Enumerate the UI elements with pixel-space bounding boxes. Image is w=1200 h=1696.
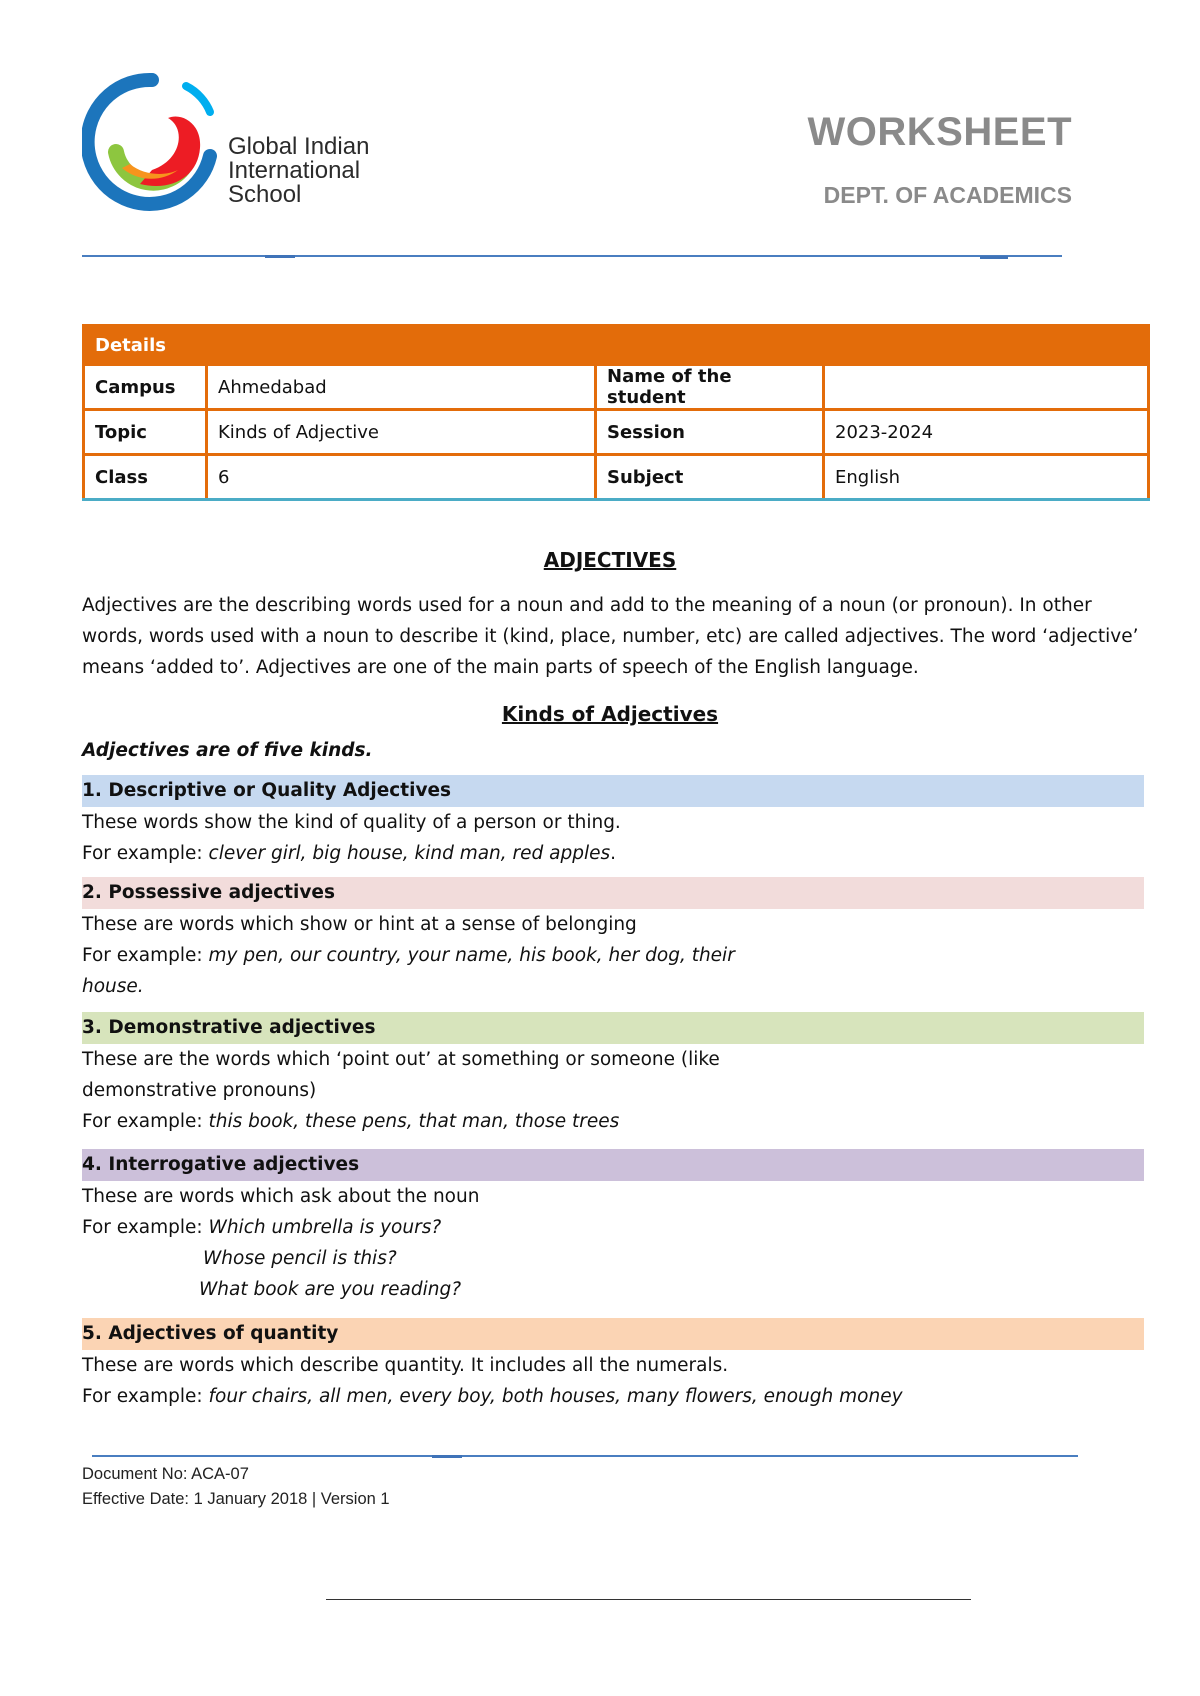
session-value: 2023-2024 [824,410,1149,455]
example-label: For example: [82,1386,209,1407]
section-2-desc: These are words which show or hint at a sense of belonging [82,914,637,935]
school-logo-icon [82,72,222,212]
adjectives-heading: ADJECTIVES [543,548,677,572]
table-row [84,455,1149,500]
section-4-example [82,1212,441,1243]
document-number: Document No: ACA-07 [82,1465,249,1483]
section-4-example-3: What book are you reading? [199,1279,462,1300]
example-text: my pen, our country, your name, his book, her dog, their [208,945,735,966]
student-name-label: Name of the student [596,365,824,410]
table-row [84,410,1149,455]
example-label: For example: [82,1217,209,1238]
session-label: Session [596,410,824,455]
section-4-example-2: Whose pencil is this? [203,1248,397,1269]
example-tail: . [610,843,617,864]
section-2-example-cont: house. [82,976,144,997]
section-3-desc: These are the words which ‘point out’ at something or someone (like [82,1049,720,1070]
section-1-desc: These words show the kind of quality of a person or thing. [82,812,621,833]
section-5-example [82,1381,903,1412]
intro-paragraph [82,590,1138,683]
school-name-line-1: Global Indian [228,133,370,160]
section-4-title: 4. Interrogative adjectives [82,1149,1144,1181]
section-5-title: 5. Adjectives of quantity [82,1318,1144,1350]
footer [82,1462,390,1512]
table-row [84,365,1149,410]
example-text: Which umbrella is yours? [208,1217,442,1238]
student-name-field[interactable] [824,365,1149,410]
header-rule-accent-left [265,255,295,258]
kinds-heading: Kinds of Adjectives [501,702,719,726]
section-3-title: 3. Demonstrative adjectives [82,1012,1144,1044]
school-name-line-3: School [228,181,302,208]
example-label: For example: [82,1111,209,1132]
section-3-example [82,1106,619,1137]
department-label: DEPT. OF ACADEMICS [823,182,1072,208]
campus-label: Campus [84,365,207,410]
header-rule [82,255,1062,257]
example-label: For example: [82,843,209,864]
example-text: clever girl, big house, kind man, red apples [208,843,611,864]
details-table [82,324,1150,501]
example-label: For example: [82,945,209,966]
topic-value: Kinds of Adjective [207,410,596,455]
header-rule-accent-right [980,256,1008,259]
class-label: Class [84,455,207,500]
section-3-desc-cont: demonstrative pronouns) [82,1080,317,1101]
class-value: 6 [207,455,596,500]
details-header: Details [84,326,1149,365]
campus-value: Ahmedabad [207,365,596,410]
example-text: this book, these pens, that man, those trees [208,1111,620,1132]
effective-date: Effective Date: 1 January 2018 | Version 1 [82,1490,390,1508]
intro-line-1: Adjectives are the describing words used for a noun and add to the meaning of a noun (or pronoun). In other [82,595,1092,616]
worksheet-title: WORKSHEET [807,110,1072,154]
section-1-example [82,838,616,869]
topic-label: Topic [84,410,207,455]
subject-value: English [824,455,1149,500]
section-2-title: 2. Possessive adjectives [82,877,1144,909]
footer-rule-accent [432,1455,462,1458]
intro-line-3: means ‘added to’. Adjectives are one of the main parts of speech of the English language. [82,657,919,678]
section-2-example [82,940,735,971]
bottom-rule [326,1599,971,1600]
section-5-desc: These are words which describe quantity. It includes all the numerals. [82,1355,729,1376]
school-name-line-2: International [228,157,361,184]
example-text: four chairs, all men, every boy, both houses, many flowers, enough money [208,1386,903,1407]
school-logo [82,72,382,212]
intro-line-2: words, words used with a noun to describe it (kind, place, number, etc) are called adjectives. The word ‘adjective’ [82,626,1139,647]
section-4-desc: These are words which ask about the noun [82,1186,480,1207]
section-1-title: 1. Descriptive or Quality Adjectives [82,775,1144,807]
subject-label: Subject [596,455,824,500]
footer-rule [92,1455,1078,1457]
kinds-intro: Adjectives are of five kinds. [82,740,373,761]
